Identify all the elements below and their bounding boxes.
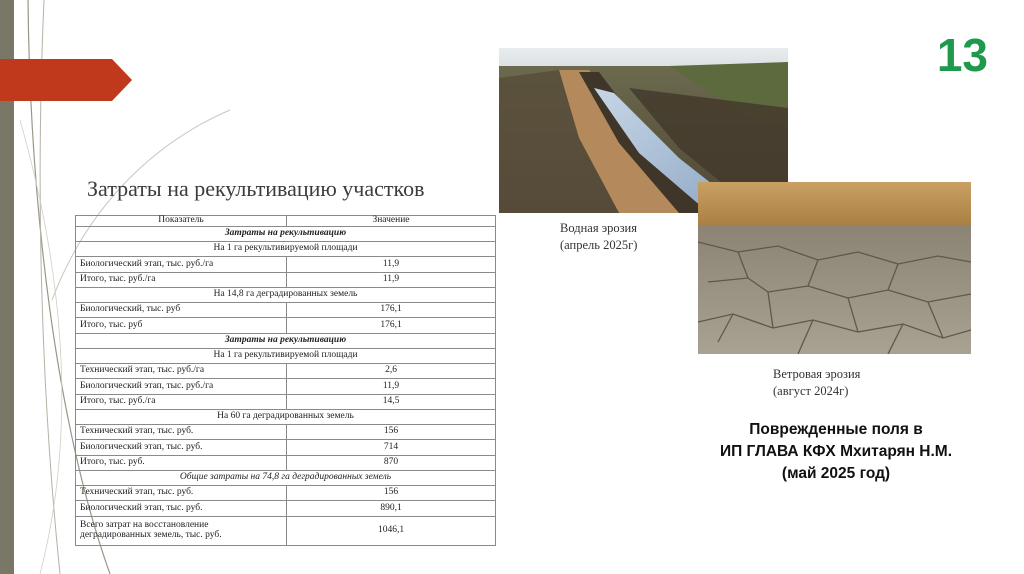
caption-line: Поврежденные поля в <box>749 421 923 438</box>
table-row <box>76 257 496 272</box>
row-label: Итого, тыс. руб. <box>76 455 287 470</box>
wind-erosion-caption <box>773 366 860 400</box>
row-label: Биологический этап, тыс. руб. <box>76 440 287 455</box>
section-heading: Общие затраты на 74,8 га деградированных земель <box>76 470 496 485</box>
slide-number: 13 <box>936 29 988 81</box>
caption-line: (апрель 2025г) <box>560 238 638 252</box>
row-value: 156 <box>287 425 496 440</box>
accent-tab <box>0 59 132 101</box>
table-section-row <box>76 470 496 485</box>
row-label: Биологический этап, тыс. руб./га <box>76 379 287 394</box>
section-heading: Затраты на рекультивацию <box>76 333 496 348</box>
row-value: 176,1 <box>287 318 496 333</box>
section-heading: На 1 га рекультивируемой площади <box>76 348 496 363</box>
wind-erosion-photo <box>698 182 971 354</box>
caption-line: ИП ГЛАВА КФХ Мхитарян Н.М. <box>719 443 953 460</box>
section-heading: На 1 га рекультивируемой площади <box>76 242 496 257</box>
table-row <box>76 486 496 501</box>
section-heading: На 14,8 га деградированных земель <box>76 287 496 302</box>
water-erosion-caption <box>560 220 637 254</box>
table-row <box>76 440 496 455</box>
table-body <box>76 226 496 545</box>
row-value: 714 <box>287 440 496 455</box>
row-label: Всего затрат на восстановление деградированных земель, тыс. руб. <box>76 516 287 545</box>
table-section-row <box>76 242 496 257</box>
row-value: 11,9 <box>287 379 496 394</box>
row-label: Биологический, тыс. руб <box>76 303 287 318</box>
row-label: Технический этап, тыс. руб. <box>76 425 287 440</box>
slide-title: Затраты на рекультивацию участков <box>87 176 425 201</box>
row-value: 870 <box>287 455 496 470</box>
row-value: 11,9 <box>287 257 496 272</box>
row-label: Технический этап, тыс. руб. <box>76 486 287 501</box>
column-header: Показатель <box>76 216 287 227</box>
table-row <box>76 425 496 440</box>
row-value: 156 <box>287 486 496 501</box>
row-value: 176,1 <box>287 303 496 318</box>
table-row <box>76 394 496 409</box>
table-section-row <box>76 287 496 302</box>
table-row <box>76 455 496 470</box>
table-header-row <box>76 216 496 227</box>
row-value: 11,9 <box>287 272 496 287</box>
row-label: Биологический этап, тыс. руб./га <box>76 257 287 272</box>
caption-line: (май 2025 год) <box>781 465 891 482</box>
caption-line: Ветровая эрозия <box>773 367 861 381</box>
cost-table <box>75 215 496 546</box>
caption-line: Водная эрозия <box>560 221 637 235</box>
table-row <box>76 501 496 516</box>
table-section-row <box>76 348 496 363</box>
row-value: 14,5 <box>287 394 496 409</box>
column-header: Значение <box>287 216 496 227</box>
table-row <box>76 272 496 287</box>
section-heading: Затраты на рекультивацию <box>76 226 496 241</box>
damaged-fields-caption <box>676 419 996 485</box>
table-row <box>76 318 496 333</box>
row-label: Итого, тыс. руб./га <box>76 394 287 409</box>
row-value: 1046,1 <box>287 516 496 545</box>
row-label: Итого, тыс. руб <box>76 318 287 333</box>
table-section-row <box>76 333 496 348</box>
table-row <box>76 364 496 379</box>
row-label: Итого, тыс. руб./га <box>76 272 287 287</box>
row-label: Биологический этап, тыс. руб. <box>76 501 287 516</box>
table-row <box>76 516 496 545</box>
table-row <box>76 379 496 394</box>
section-heading: На 60 га деградированных земель <box>76 409 496 424</box>
table-section-row <box>76 226 496 241</box>
row-value: 2,6 <box>287 364 496 379</box>
row-label: Технический этап, тыс. руб./га <box>76 364 287 379</box>
row-value: 890,1 <box>287 501 496 516</box>
table-section-row <box>76 409 496 424</box>
table-row <box>76 303 496 318</box>
caption-line: (август 2024г) <box>773 384 849 398</box>
